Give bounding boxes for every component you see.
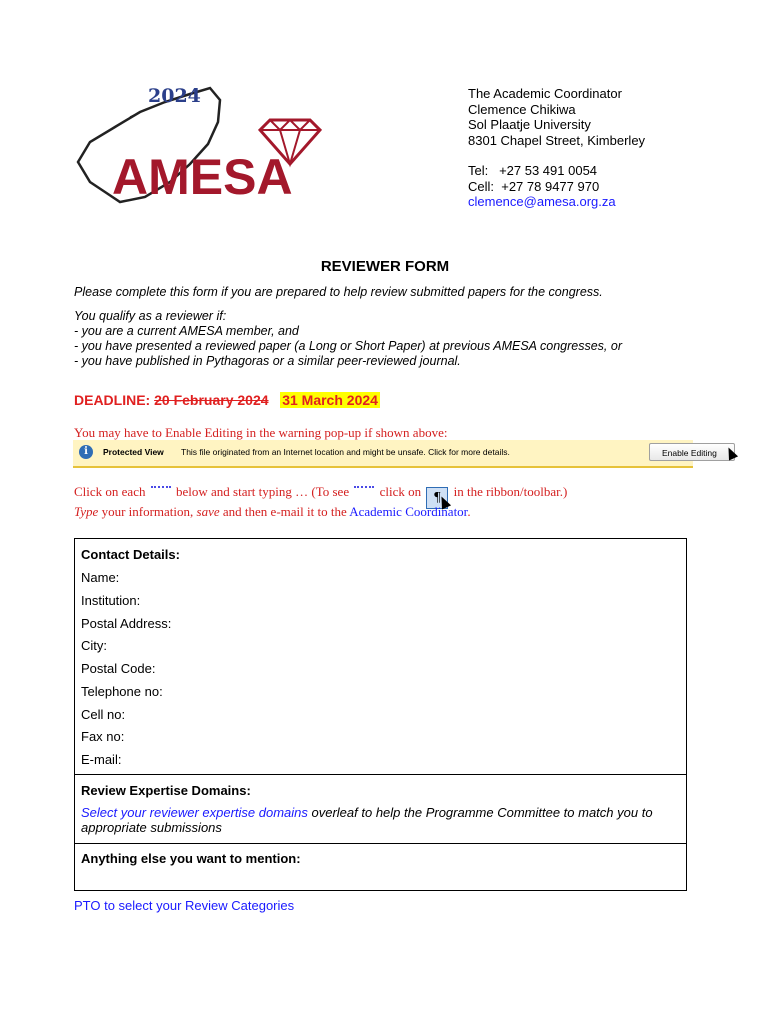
contact-line: The Academic Coordinator — [468, 86, 622, 101]
qualification-line: - you have presented a reviewed paper (a Long or Short Paper) at previous AMESA congresses, or — [74, 339, 622, 353]
placeholder-field-icon — [151, 480, 171, 488]
intro-text: Please complete this form if you are prepared to help review submitted papers for the congress. — [74, 285, 603, 299]
postal-code-field[interactable]: Postal Code: — [81, 661, 156, 676]
academic-coordinator-link[interactable]: Academic Coordinator — [349, 504, 468, 519]
expertise-domains-link[interactable]: Select your reviewer expertise domains — [81, 805, 308, 820]
reviewer-form-table — [74, 538, 687, 891]
instruction-text: click on — [379, 484, 422, 499]
deadline-new-date: 31 March 2024 — [282, 392, 378, 408]
qualification-list — [74, 309, 622, 369]
expertise-section — [75, 774, 686, 844]
name-field[interactable]: Name: — [81, 570, 120, 585]
deadline-old-date: 20 February 2024 — [154, 392, 269, 408]
city-field[interactable]: City: — [81, 638, 107, 653]
instruction-line-2 — [74, 504, 471, 520]
placeholder-field-icon — [354, 480, 374, 488]
qualification-line: - you have published in Pythagoras or a similar peer-reviewed journal. — [74, 354, 461, 368]
deadline-label: DEADLINE: — [74, 392, 151, 408]
logo-graphic — [70, 82, 340, 212]
instruction-text: . — [467, 504, 471, 519]
contact-line: 8301 Chapel Street, Kimberley — [468, 132, 646, 148]
amesa-logo — [70, 82, 340, 212]
email-field[interactable]: E-mail: — [81, 752, 122, 767]
instruction-type: Type — [74, 504, 99, 519]
logo-year: 2024 — [148, 85, 201, 107]
institution-field[interactable]: Institution: — [81, 593, 141, 608]
instruction-save: save — [196, 504, 220, 519]
expertise-text — [81, 805, 681, 835]
pilcrow-glyph: ¶ — [434, 490, 441, 505]
contact-details-heading: Contact Details: — [81, 547, 180, 562]
deadline — [74, 392, 380, 408]
other-section[interactable] — [75, 843, 686, 892]
contact-line: Sol Plaatje University — [468, 117, 591, 132]
qualification-line: You qualify as a reviewer if: — [74, 309, 227, 323]
instruction-text: your information, — [98, 504, 197, 519]
enable-editing-label: Enable Editing — [662, 448, 717, 458]
contact-email-link[interactable]: clemence@amesa.org.za — [468, 194, 616, 209]
protected-view-title: Protected View — [103, 447, 164, 457]
cell-field[interactable]: Cell no: — [81, 707, 126, 722]
enable-editing-warning: You may have to Enable Editing in the warning pop-up if shown above: — [74, 425, 448, 440]
telephone-field[interactable]: Telephone no: — [81, 684, 163, 699]
instruction-text: in the ribbon/toolbar.) — [453, 484, 568, 499]
contact-details-section — [75, 539, 686, 775]
protected-view-message: This file originated from an Internet location and might be unsafe. Click for more details. — [181, 447, 510, 457]
fax-field[interactable]: Fax no: — [81, 729, 125, 744]
other-heading: Anything else you want to mention: — [81, 851, 301, 866]
postal-address-field[interactable]: Postal Address: — [81, 616, 172, 631]
instruction-text: below and start typing … (To see — [175, 484, 350, 499]
contact-cell: Cell: +27 78 9477 970 — [468, 178, 600, 194]
page-title: REVIEWER FORM — [320, 258, 450, 275]
qualification-line: - you are a current AMESA member, and — [74, 324, 299, 338]
contact-block — [468, 86, 645, 210]
instruction-text: and then e-mail it to the — [219, 504, 350, 519]
expertise-description: overleaf to help the Programme Committee to match you to appropriate submissions — [81, 805, 653, 835]
contact-tel: Tel: +27 53 491 0054 — [468, 163, 598, 178]
contact-line: Clemence Chikiwa — [468, 101, 576, 117]
enable-editing-button[interactable] — [649, 443, 735, 461]
info-icon: i — [79, 445, 93, 459]
instruction-text: Click on each — [74, 484, 146, 499]
protected-view-bar — [73, 440, 717, 468]
pto-link[interactable]: PTO to select your Review Categories — [74, 898, 295, 913]
logo-wordmark: AMESA — [112, 149, 293, 205]
expertise-heading: Review Expertise Domains: — [81, 783, 251, 798]
